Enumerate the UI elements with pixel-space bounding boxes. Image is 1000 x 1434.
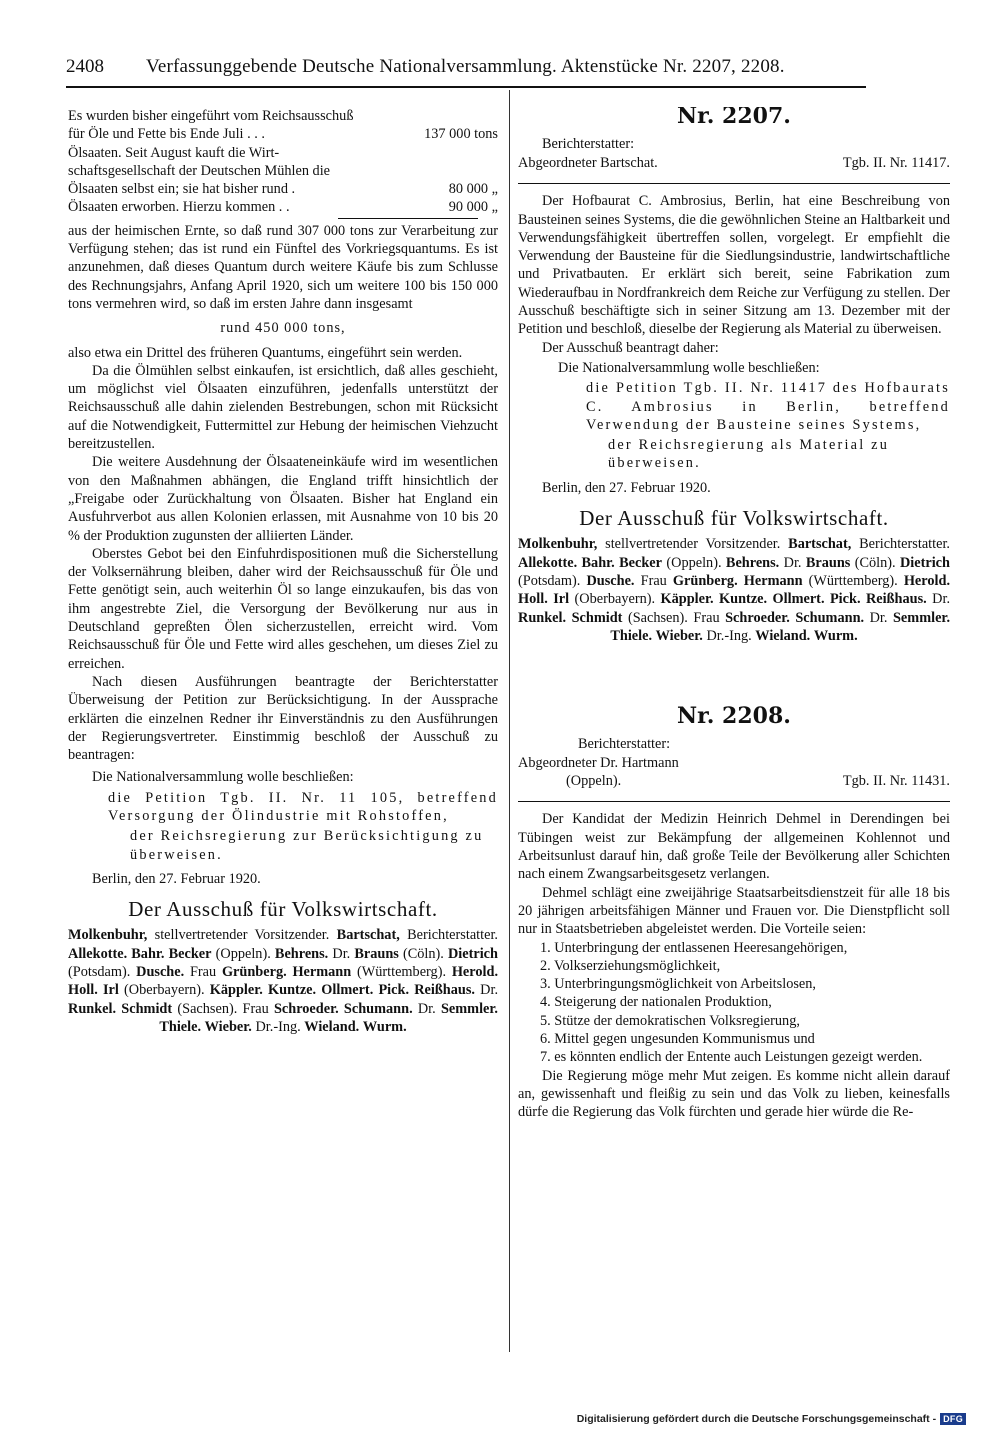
reporter-name: Abgeordneter Dr. Hartmann	[518, 755, 679, 772]
import-text: Ölsaaten. Seit August kauft die Wirt-	[68, 144, 280, 161]
member-name: Holl.	[68, 982, 98, 999]
reference-number: Tgb. II. Nr. 11417.	[842, 155, 950, 172]
member-name: Molkenbuhr,	[518, 536, 598, 553]
member-note: Dr.	[412, 1000, 441, 1017]
import-text: Ölsaaten selbst ein; sie hat bisher rund .	[68, 181, 296, 198]
reporter-name-suffix: (Oppeln).	[566, 773, 622, 790]
member-name: Käppler.	[209, 982, 263, 999]
member-note: (Oberbayern).	[569, 591, 661, 608]
member-note: Dr.	[328, 945, 355, 962]
member-name: Thiele.	[610, 627, 653, 644]
member-name: Grünberg.	[672, 572, 738, 589]
member-name: Pick.	[378, 982, 410, 999]
member-name: Brauns	[354, 945, 399, 962]
member-name: Allekotte.	[68, 945, 128, 962]
member-name: Schumann.	[795, 609, 865, 626]
dfg-logo: DFG	[940, 1413, 966, 1425]
member-note: (Württemberg).	[802, 572, 904, 589]
date-line: Berlin, den 27. Februar 1920.	[92, 870, 261, 887]
import-row	[68, 125, 498, 143]
member-name: Kuntze.	[268, 982, 317, 999]
member-name: Irl	[102, 982, 119, 999]
paragraph: also etwa ein Drittel des früheren Quantums, eingeführt sein werden.	[68, 344, 463, 361]
import-text: Es wurden bisher eingeführt vom Reichsausschuß	[68, 108, 354, 124]
reporter-block	[518, 735, 950, 797]
member-name: Runkel.	[68, 1000, 117, 1017]
member-note: (Oppeln).	[662, 554, 726, 571]
member-name: Bartschat,	[788, 536, 852, 553]
paragraph: Der Kandidat der Medizin Heinrich Dehmel in Derendingen bei Tübingen weist zur Bekämpfung der allgemeinen Kohlennot und Arbeitsunlust darauf hin, daß große Teile der Bevölkerung aller Schichten nach einem Zwangsarbeitsgesetz verlangen.	[518, 811, 950, 883]
member-name: Schumann.	[343, 1000, 413, 1017]
member-note: Dr.	[475, 982, 498, 999]
member-note: Frau	[634, 572, 673, 589]
section-rule	[518, 183, 950, 184]
reporter-name: Abgeordneter Bartschat.	[518, 155, 658, 172]
header-rule	[66, 86, 866, 88]
motion-intro: Die Nationalversammlung wolle beschließen:	[558, 359, 820, 376]
paragraph: Dehmel schlägt eine zweijährige Staatsarbeitsdienstzeit für alle 18 bis 20 jährigen arbeitsfähigen Männer und Frauen vor. Die Dienstpflicht soll nur in Staatsbetrieben abgeleistet werden. Die Vorteile seien:	[518, 884, 950, 938]
committee-title: Der Ausschuß für Volkswirtschaft.	[579, 506, 889, 531]
member-note: (Cöln).	[398, 945, 448, 962]
motion-intro: Die Nationalversammlung wolle beschließen:	[92, 769, 354, 786]
member-note: Dr.-Ing.	[702, 627, 756, 644]
page-number: 2408	[66, 56, 104, 77]
section-rule	[518, 801, 950, 802]
member-name: Becker	[168, 945, 212, 962]
import-row	[68, 198, 498, 216]
member-list	[68, 926, 498, 1036]
member-note: Frau	[184, 964, 222, 981]
list-item: 1. Unterbringung der entlassenen Heeresangehörigen,	[540, 939, 848, 956]
member-list	[518, 535, 950, 645]
member-note: stellvertretender Vorsitzender.	[597, 536, 789, 553]
left-column	[68, 107, 498, 1357]
member-note: stellvertretender Vorsitzender.	[147, 927, 337, 944]
member-name: Herold.	[903, 572, 950, 589]
running-title: Verfassunggebende Deutsche Nationalversammlung. Aktenstücke Nr. 2207, 2208.	[146, 56, 785, 77]
import-row	[68, 144, 498, 162]
committee-title: Der Ausschuß für Volkswirtschaft.	[128, 897, 438, 922]
member-note: (Sachsen). Frau	[622, 609, 726, 626]
list-item: 3. Unterbringungsmöglichkeit von Arbeitslosen,	[540, 976, 816, 993]
list-item: 2. Volkserziehungsmöglichkeit,	[540, 957, 721, 974]
list-item: 5. Stütze der demokratischen Volksregierung,	[540, 1012, 800, 1029]
member-name: Wurm.	[362, 1018, 407, 1035]
reference-number: Tgb. II. Nr. 11431.	[842, 773, 950, 790]
member-name: Schmidt	[571, 609, 623, 626]
member-name: Käppler.	[660, 591, 714, 608]
member-name: Irl	[553, 591, 570, 608]
import-amount: 80 000 „	[448, 181, 498, 198]
member-note: Berichterstatter.	[851, 536, 950, 553]
member-name: Schmidt	[121, 1000, 173, 1017]
paragraph: Die weitere Ausdehnung der Ölsaateneinkäufe wird im wesentlichen von den Maßnahmen abhängen, die England trifft hinsichtlich der „Freigabe oder Zurückhaltung von Ölsaaten. Bisher hat England ein Ausfuhrverbot aus allen Kolonien erlassen, mit Ausnahme von 10 bis 20 % der Produktion zugunsten der alliierten Länder.	[68, 454, 498, 544]
import-amount: 137 000 tons	[424, 126, 498, 143]
member-note: (Potsdam).	[518, 572, 587, 589]
reporter-label: Berichterstatter:	[542, 136, 635, 153]
date-line: Berlin, den 27. Februar 1920.	[542, 479, 711, 496]
member-note: (Württemberg).	[351, 964, 452, 981]
reporter-block	[518, 135, 950, 179]
member-name: Schroeder.	[725, 609, 790, 626]
member-note: (Sachsen). Frau	[172, 1000, 274, 1017]
member-name: Wieber.	[655, 627, 703, 644]
document-number-title: Nr. 2208.	[677, 703, 791, 730]
member-note: Berichterstatter.	[399, 927, 498, 944]
import-text: Ölsaaten erworben. Hierzu kommen . .	[68, 199, 290, 216]
paragraph: Oberstes Gebot bei den Einfuhrdispositionen muß die Sicherstellung der Volksernährung bleiben, daher wird der Reichsausschuß für Öle und Fette genötigt sein, auch weiterhin Öl so lange einzukaufen, bis das von ihm angestrebte Ziel, die Versorgung der Bevölkerung nur aus in Deutschland gepreßten Ölen sicherzustellen, erreicht wird. Vom Reichsausschuß für Öle und Fette wird alles geschehen, um dieses Ziel zu erreichen.	[68, 545, 498, 672]
paragraph: Nach diesen Ausführungen beantragte der Berichterstatter Überweisung der Petition zur Berücksichtigung. In der Aussprache erklärten die einzelnen Redner ihr Einverständnis zu den Ausführungen der Regierungsvertreter. Einstimmig beschloß der Ausschuß zu beantragen:	[68, 673, 498, 764]
member-name: Ollmert.	[772, 591, 825, 608]
member-name: Brauns	[805, 554, 851, 571]
member-name: Allekotte.	[518, 554, 578, 571]
member-name: Dietrich	[899, 554, 950, 571]
member-note: (Cöln).	[850, 554, 900, 571]
member-name: Reißhaus.	[865, 591, 927, 608]
sum-rule	[338, 218, 478, 219]
member-name: Wieland.	[755, 627, 811, 644]
member-name: Semmler.	[892, 609, 950, 626]
member-name: Wurm.	[813, 627, 858, 644]
member-note: Dr.	[779, 554, 806, 571]
member-name: Kuntze.	[719, 591, 768, 608]
digitization-footer	[577, 1412, 966, 1426]
import-row	[68, 162, 498, 180]
import-row	[68, 107, 498, 125]
member-name: Holl.	[518, 591, 548, 608]
member-name: Dusche.	[136, 964, 185, 981]
paragraph: Die Regierung möge mehr Mut zeigen. Es komme nicht allein darauf an, gewissenhaft und fleißig zu sein und das Volk zu lieben, keinesfalls dürfe die Regierung das Volk fürchten und gerade hier würde die Re-	[518, 1067, 950, 1121]
member-name: Runkel.	[518, 609, 567, 626]
member-name: Hermann	[292, 964, 352, 981]
member-name: Pick.	[829, 591, 861, 608]
paragraph: Da die Ölmühlen selbst einkaufen, ist ersichtlich, daß alles geschieht, um möglichst viel Ölsaaten einzuführen, jedenfalls unterstützt der Reichsausschuß alle dahin zielenden Bestrebungen, schon mit Rücksicht auf die Notwendigkeit, Futtermittel zur Hebung der heimischen Viehzucht bereitzustellen.	[68, 362, 498, 453]
member-name: Becker	[619, 554, 662, 571]
list-item: 7. es könnten endlich der Entente auch Leistungen gezeigt werden.	[540, 1049, 923, 1066]
member-note: Dr.	[864, 609, 893, 626]
member-name: Dietrich	[447, 945, 498, 962]
member-note: (Potsdam).	[68, 964, 137, 981]
member-name: Bartschat,	[336, 927, 400, 944]
member-name: Dusche.	[586, 572, 635, 589]
member-name: Thiele.	[159, 1018, 202, 1035]
motion-body: die Petition Tgb. II. Nr. 11 105, betreffend Versorgung der Ölindustrie mit Rohstoffen,	[108, 789, 498, 824]
import-amount: 90 000 „	[448, 199, 498, 216]
member-name: Hermann	[743, 572, 803, 589]
paragraph: aus der heimischen Ernte, so daß rund 307 000 tons zur Verarbeitung zur Verfügung stehen; das ist rund ein Fünftel des Vorkriegsquantums. Es ist anzunehmen, daß dieses Quantum durch weitere Käufe bis zum Schlusse des Rechnungsjahrs, Anfang April 1920, sich um weitere 100 bis 150 000 tons vermehren wird, so daß im ersten Jahre dann insgesamt	[68, 222, 498, 312]
page-header	[66, 56, 866, 82]
total-line: rund 450 000 tons,	[220, 320, 346, 337]
member-name: Schroeder.	[273, 1000, 339, 1017]
member-name: Wieland.	[304, 1018, 360, 1035]
paragraph: Der Hofbaurat C. Ambrosius, Berlin, hat eine Beschreibung von Bausteinen seines Systems, die die gewöhnlichen Steine an Haltbarkeit und Verwendungsfähigkeit übertreffen sollen, vorgelegt. Er empfiehlt die Verwendung der Bausteine für die Siedlungsindustrie, landwirtschaftliche und Privatbauten. Er erklärt sich bereit, seine Fabrikation zum Wiederaufbau in Nordfrankreich dem Reiche zur Verfügung zu stellen. Der Ausschuß beschäftigte sich in seiner Sitzung am 13. Dezember mit der Petition und beschloß, dieselbe der Regierung als Material zu überweisen.	[518, 193, 950, 338]
import-text: für Öle und Fette bis Ende Juli . . .	[68, 126, 265, 143]
member-name: Ollmert.	[321, 982, 374, 999]
section-gap	[518, 645, 950, 707]
import-table	[68, 107, 498, 219]
member-name: Herold.	[451, 964, 498, 981]
footer-text: Digitalisierung gefördert durch die Deutsche Forschungsgemeinschaft -	[576, 1413, 937, 1425]
import-row	[68, 180, 498, 198]
reporter-label: Berichterstatter:	[578, 736, 671, 753]
member-name: Behrens.	[725, 554, 780, 571]
right-column	[518, 107, 950, 1347]
member-note: Dr.-Ing.	[251, 1018, 305, 1035]
member-name: Grünberg.	[221, 964, 287, 981]
member-name: Behrens.	[274, 945, 329, 962]
member-note: Dr.	[926, 591, 950, 608]
document-number-title: Nr. 2207.	[677, 107, 791, 129]
paragraph: Der Ausschuß beantragt daher:	[542, 339, 719, 356]
import-text: schaftsgesellschaft der Deutschen Mühlen die	[68, 162, 331, 179]
member-name: Semmler.	[440, 1000, 498, 1017]
member-name: Bahr.	[581, 554, 615, 571]
member-name: Bahr.	[131, 945, 165, 962]
motion-body: die Petition Tgb. II. Nr. 11417 des Hofbaurats C. Ambrosius in Berlin, betreffend Verwendung der Bausteine seines Systems,	[586, 380, 950, 433]
member-name: Wieber.	[204, 1018, 252, 1035]
list-item: 6. Mittel gegen ungesunden Kommunismus und	[540, 1030, 815, 1047]
member-name: Molkenbuhr,	[68, 927, 148, 944]
member-note: (Oppeln).	[211, 945, 275, 962]
list-item: 4. Steigerung der nationalen Produktion,	[540, 994, 772, 1011]
motion-conclusion: der Reichsregierung als Material zu überweisen.	[608, 437, 890, 472]
member-name: Reißhaus.	[414, 982, 475, 999]
member-note: (Oberbayern).	[118, 982, 210, 999]
column-divider	[509, 90, 510, 1352]
motion-conclusion: der Reichsregierung zur Berücksichtigung zu überweisen.	[130, 828, 484, 863]
